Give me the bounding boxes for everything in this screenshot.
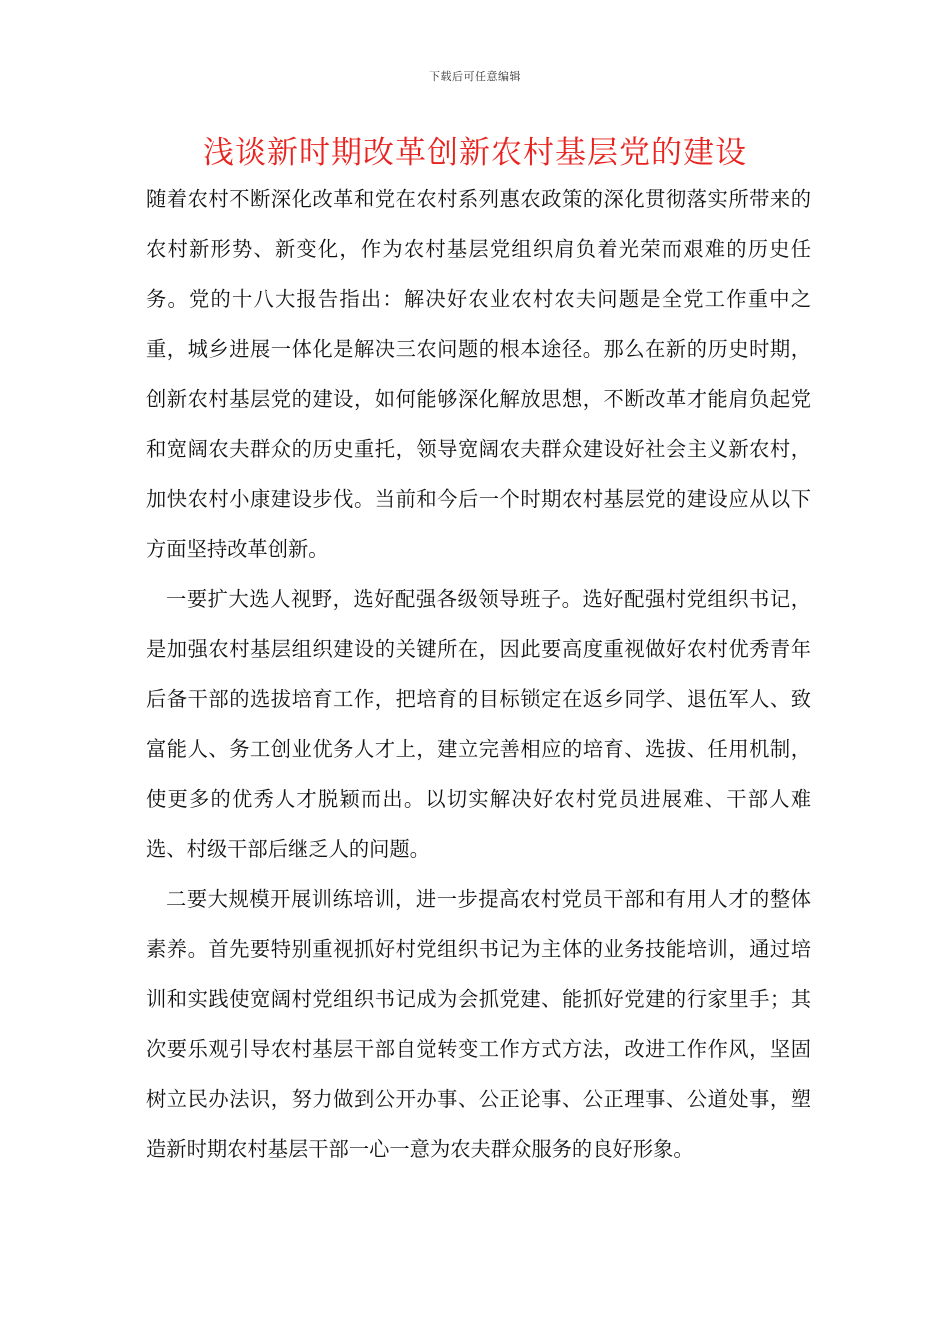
document-title: 浅谈新时期改革创新农村基层党的建设 [203, 135, 747, 171]
paragraph-intro: 随着农村不断深化改革和党在农村系列惠农政策的深化贯彻落实所带来的农村新形势、新变化，作为农村基层党组织肩负着光荣而艰难的历史任务。党的十八大报告指出：解决好农业农村农夫问题是全党工作重中之重，城乡进展一体化是解决三农问题的根本途径。那么在新的历史时期，创新农村基层党的建设，如何能够深化解放思想，不断改革才能肩负起党和宽阔农夫群众的历史重托，领导宽阔农夫群众建设好社会主义新农村，加快农村小康建设步伐。当前和今后一个时期农村基层党的建设应从以下方面坚持改革创新。 [146, 187, 811, 561]
header-note: 下载后可任意编辑 [429, 70, 521, 83]
paragraph-point-two: 二要大规模开展训练培训，进一步提高农村党员干部和有用人才的整体素养。首先要特别重视抓好村党组织书记为主体的业务技能培训，通过培训和实践使宽阔村党组织书记成为会抓党建、能抓好党建的行家里手；其次要乐观引导农村基层干部自觉转变工作方式方法，改进工作作风，坚固树立民办法识，努力做到公开办事、公正论事、公正理事、公道处事，塑造新时期农村基层干部一心一意为农夫群众服务的良好形象。 [146, 887, 811, 1161]
document-body [146, 174, 811, 1174]
paragraph-point-one: 一要扩大选人视野，选好配强各级领导班子。选好配强村党组织书记，是加强农村基层组织建设的关键所在，因此要高度重视做好农村优秀青年后备干部的选拔培育工作，把培育的目标锁定在返乡同学、退伍军人、致富能人、务工创业优务人才上，建立完善相应的培育、选拔、任用机制，使更多的优秀人才脱颖而出。以切实解决好农村党员进展难、干部人难选、村级干部后继乏人的问题。 [146, 587, 811, 861]
